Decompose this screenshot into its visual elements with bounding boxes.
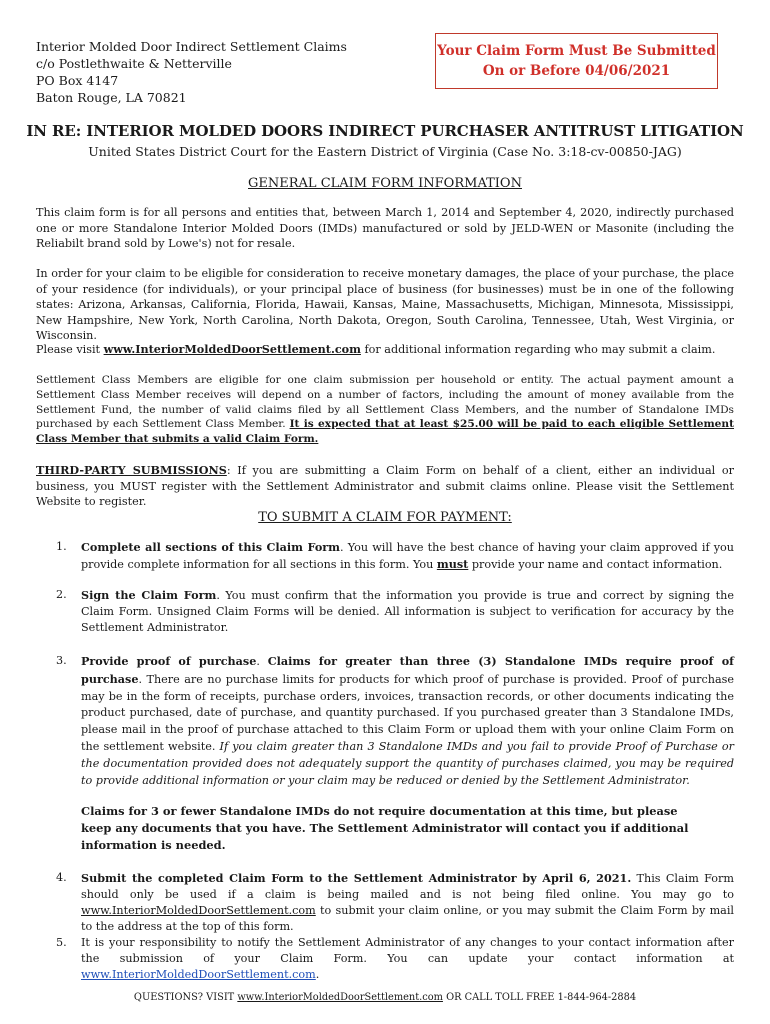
deadline-line-1: Your Claim Form Must Be Submitted bbox=[437, 43, 716, 59]
instruction-item-2 bbox=[36, 587, 734, 636]
address-line-3: PO Box 4147 bbox=[36, 73, 119, 88]
states-paragraph: In order for your claim to be eligible for consideration to receive monetary damages, the place of your purchase, the place of your residence (for individuals), or your principal place of business (for businesses) must be in one of the following states: Arizona, Arkansas, California, Florida, Hawaii, Kansas, Maine, Massachusetts, Michigan, Minnesota, Mississippi, New Hampshire, New York, North Carolina, North Dakota, Oregon, South Carolina, Tennessee, Utah, West Virginia, or Wisconsin. bbox=[36, 267, 734, 342]
item-4-text-b: to submit your claim online, or you may submit the Claim Form by mail to the address at the top of this form. bbox=[81, 904, 734, 933]
third-party-text: : If you are submitting a Claim Form on behalf of a client, either an individual or business, you MUST register with the Settlement Administrator and submit claims online. Please visit the Settlement Website to register. bbox=[36, 464, 734, 508]
item-5-text: It is your responsibility to notify the Settlement Administrator of any changes to your contact information after the submission of your Claim Form. You can update your contact information at bbox=[81, 936, 734, 965]
item-2-number: 2. bbox=[56, 588, 67, 601]
item-4-body bbox=[81, 870, 734, 935]
item-1-text-a: . You will have the best chance of having your claim approved if you provide complete information for all sections in this form. You bbox=[81, 541, 734, 571]
payment-text: Settlement Class Members are eligible for one claim submission per household or entity. The actual payment amount a Settlement Class Member receives will depend on a number of factors, including the amount of money available from the Settlement Fund, the number of valid claims filed by all Settlement Class Members, and the number of Standalone IMDs purchased by each Settlement Class Member. bbox=[36, 374, 734, 431]
item-3-number: 3. bbox=[56, 654, 67, 667]
footer-contact bbox=[0, 992, 770, 1003]
visit-text-pre: Please visit bbox=[36, 343, 104, 356]
item-1-body bbox=[81, 539, 734, 573]
footer-website-link[interactable]: www.InteriorMoldedDoorSettlement.com bbox=[237, 992, 443, 1003]
item-1-number: 1. bbox=[56, 540, 67, 553]
footer-text-post: OR CALL TOLL FREE 1-844-964-2884 bbox=[442, 992, 637, 1003]
item-4-text-a: This Claim Form should only be used if a claim is being mailed and is not being filed online. You may go to bbox=[81, 872, 734, 901]
visit-text-post: for additional information regarding who may submit a claim. bbox=[360, 343, 716, 356]
instruction-item-5 bbox=[36, 935, 734, 983]
general-info-heading: GENERAL CLAIM FORM INFORMATION bbox=[248, 176, 522, 191]
item-3-text: . There are no purchase limits for products for which proof of purchase is provided. Proof of purchase may be in the form of receipts, purchase orders, invoices, transaction records, or other documents indicating the product purchased, date of purchase, and quantity purchased. If you purchased greater than 3 Standalone IMDs, please mail in the proof of purchase attached to this Claim Form or upload them with your online Claim Form on the settlement website. bbox=[81, 672, 734, 753]
item-3-bold-2: Claims for greater than three (3) Standalone IMDs require proof of purchase bbox=[81, 654, 734, 686]
settlement-website-link[interactable]: www.InteriorMoldedDoorSettlement.com bbox=[103, 342, 361, 356]
item-1-text-b: provide your name and contact information. bbox=[468, 558, 723, 571]
court-subtitle: United States District Court for the Eastern District of Virginia (Case No. 3:18-cv-00850-JAG) bbox=[88, 144, 682, 159]
address-line-1: Interior Molded Door Indirect Settlement Claims bbox=[36, 39, 347, 54]
payment-expectation: It is expected that at least $25.00 will be paid to each eligible Settlement Class Member that submits a valid Claim Form. bbox=[36, 418, 735, 446]
item-5-end: . bbox=[315, 968, 320, 981]
item-5-number: 5. bbox=[56, 936, 67, 949]
item-4-bold: Submit the completed Claim Form to the Settlement Administrator by April 6, 2021. bbox=[81, 871, 632, 885]
item-4-website-link[interactable]: www.InteriorMoldedDoorSettlement.com bbox=[81, 904, 316, 917]
small-claims-note: Claims for 3 or fewer Standalone IMDs do not require documentation at this time, but please keep any documents that you have. The Settlement Administrator will contact you if additional information is needed. bbox=[81, 804, 689, 852]
eligibility-paragraph: This claim form is for all persons and entities that, between March 1, 2014 and September 4, 2020, indirectly purchased one or more Standalone Interior Molded Doors (IMDs) manufactured or sold by JELD-WEN or Masonite (including the Reliabilt brand sold by Lowe's) not for resale. bbox=[36, 206, 734, 250]
item-3-sep: . bbox=[256, 655, 268, 668]
instruction-item-1 bbox=[36, 539, 734, 573]
deadline-box bbox=[435, 33, 718, 89]
item-2-text: . You must confirm that the information you provide is true and correct by signing the Claim Form. Unsigned Claim Forms will be denied. All information is subject to verification for accuracy by the Settlement Administrator. bbox=[81, 589, 734, 634]
instruction-item-3 bbox=[36, 653, 734, 789]
mailing-address bbox=[36, 38, 347, 106]
payment-paragraph bbox=[36, 373, 734, 447]
item-3-italic-warning: If you claim greater than 3 Standalone IMDs and you fail to provide Proof of Purchase or the documentation provided does not adequately support the quantity of purchases claimed, you may be required to provide additional information or your claim may be reduced or denied by the Settlement Administrator. bbox=[81, 739, 735, 787]
deadline-line-2: On or Before 04/06/2021 bbox=[482, 63, 671, 79]
item-5-body bbox=[81, 935, 734, 983]
item-2-body bbox=[81, 587, 734, 636]
footer-text-pre: QUESTIONS? VISIT bbox=[133, 992, 238, 1003]
third-party-label: THIRD-PARTY SUBMISSIONS bbox=[36, 463, 227, 477]
item-2-bold: Sign the Claim Form bbox=[81, 588, 217, 602]
third-party-paragraph bbox=[36, 463, 734, 510]
case-title: IN RE: INTERIOR MOLDED DOORS INDIRECT PURCHASER ANTITRUST LITIGATION bbox=[26, 122, 744, 140]
address-line-4: Baton Rouge, LA 70821 bbox=[36, 90, 187, 105]
instruction-item-4 bbox=[36, 870, 734, 935]
address-line-2: c/o Postlethwaite & Netterville bbox=[36, 56, 232, 71]
item-3-bold-1: Provide proof of purchase bbox=[81, 654, 257, 668]
visit-paragraph bbox=[36, 342, 734, 358]
submit-claim-heading: TO SUBMIT A CLAIM FOR PAYMENT: bbox=[258, 510, 512, 525]
item-1-bold: Complete all sections of this Claim Form bbox=[81, 540, 341, 554]
item-5-website-link[interactable]: www.InteriorMoldedDoorSettlement.com bbox=[81, 968, 316, 981]
item-4-number: 4. bbox=[56, 871, 67, 884]
item-1-must: must bbox=[436, 557, 469, 571]
item-3-body bbox=[81, 653, 734, 789]
